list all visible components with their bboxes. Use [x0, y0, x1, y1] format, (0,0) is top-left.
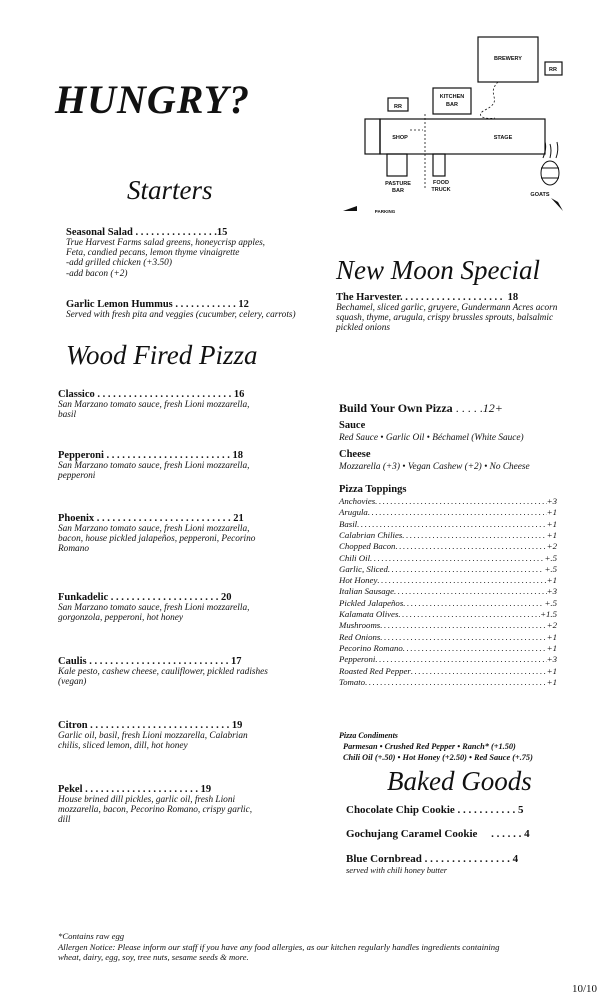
map-shop-wall [365, 119, 380, 154]
map-kitchen-bar [433, 88, 471, 114]
topping-row [339, 666, 557, 676]
item-name: Citron . . . . . . . . . . . . . . . . . . . . . . . . . . . 19 [58, 720, 243, 731]
topping-leader-dots [402, 530, 546, 540]
topping-price: +1 [546, 676, 557, 687]
topping-row [339, 519, 557, 529]
map-label-bar: BAR [446, 102, 458, 108]
topping-name: Garlic, Sliced [339, 563, 388, 574]
byo-heading: Build Your Own Pizza [339, 401, 453, 415]
topping-price: +1 [546, 631, 557, 642]
topping-price: +1 [546, 575, 557, 586]
condiments-line-1: Parmesan • Crushed Red Pepper • Ranch* (+1.50) [343, 742, 516, 751]
topping-name: Hot Honey [339, 575, 378, 586]
map-food-truck [433, 154, 445, 176]
topping-name: Pepperoni [339, 654, 376, 665]
item-desc: served with chili honey butter [346, 865, 448, 875]
topping-leader-dots [394, 586, 547, 596]
topping-row [339, 598, 557, 608]
venue-map [335, 30, 575, 220]
menu-item-phoenix [58, 513, 255, 555]
raw-egg-note: *Contains raw egg [58, 931, 125, 941]
topping-leader-dots [403, 598, 544, 608]
item-desc: Garlic oil, basil, fresh Lioni mozzarella, Calabrian chilis, sliced lemon, dill, hot honey [58, 731, 248, 752]
item-name: Pepperoni . . . . . . . . . . . . . . . . . . . . . . . . 18 [58, 450, 244, 461]
menu-item-pepperoni [58, 450, 249, 481]
topping-price: +1 [546, 507, 557, 518]
sauce-label: Sauce [339, 420, 366, 431]
byo-section [339, 401, 503, 416]
goat-barrel-icon [541, 142, 559, 185]
topping-name: Mushrooms [339, 620, 381, 631]
topping-name: Kalamata Olives [339, 609, 399, 619]
map-label-shop: SHOP [392, 135, 408, 141]
topping-name: Tomato [339, 676, 366, 687]
topping-name: Basil [339, 518, 358, 529]
topping-name: Red Onions [339, 631, 381, 642]
condiments-line-2: Chili Oil (+.50) • Hot Honey (+2.50) • Red Sauce (+.75) [343, 753, 533, 762]
menu-item-funkadelic [58, 592, 249, 623]
topping-row [339, 564, 557, 574]
map-label-pasture-bar: BAR [392, 188, 404, 194]
topping-leader-dots [357, 519, 547, 529]
topping-name: Chili Oil [339, 552, 371, 563]
menu-item-blue-cornbread [346, 853, 562, 875]
topping-row [339, 677, 557, 687]
topping-row [339, 586, 557, 596]
sauce-options: Red Sauce • Garlic Oil • Béchamel (White Sauce) [339, 433, 524, 443]
topping-leader-dots [365, 677, 547, 687]
topping-name: Anchovies [339, 496, 376, 506]
topping-leader-dots [398, 609, 540, 619]
topping-price: +3 [546, 654, 557, 665]
topping-leader-dots [380, 620, 546, 630]
topping-leader-dots [377, 575, 546, 585]
page-title: HUNGRY? [55, 77, 251, 122]
menu-item-pekel [58, 784, 252, 826]
map-label-kitchen: KITCHEN [439, 94, 465, 100]
item-price: 4 [524, 828, 530, 840]
item-desc: San Marzano tomato sauce, fresh Lioni mozzarella, gorgonzola, pepperoni, hot honey [58, 603, 250, 624]
item-name: Seasonal Salad . . . . . . . . . . . . . . . .15 [66, 227, 228, 238]
item-name: Chocolate Chip Cookie [346, 804, 455, 816]
topping-row [339, 496, 557, 506]
map-label-truck: TRUCK [431, 187, 451, 193]
starters-heading: Starters [127, 175, 213, 205]
topping-row [339, 654, 557, 664]
item-name: Phoenix . . . . . . . . . . . . . . . . . . . . . . . . . . 21 [58, 513, 244, 524]
topping-leader-dots [380, 632, 546, 642]
item-desc: San Marzano tomato sauce, fresh Lioni mozzarella, pepperoni [58, 461, 250, 482]
topping-leader-dots [388, 564, 545, 574]
topping-name: Chopped Bacon [339, 541, 396, 552]
topping-price: +1 [546, 665, 557, 676]
topping-price: +1 [546, 518, 557, 529]
item-name: Funkadelic . . . . . . . . . . . . . . . . . . . . . 20 [58, 592, 232, 603]
map-pasture-bar [387, 154, 407, 176]
topping-name: Pecorino Romano [339, 642, 403, 653]
map-label-stage: STAGE [493, 135, 513, 141]
item-dots: . . . . . . [477, 828, 525, 840]
topping-price: +3 [546, 496, 557, 506]
topping-name: Arugula [339, 507, 368, 518]
topping-row [339, 609, 557, 619]
topping-leader-dots [411, 666, 547, 676]
item-desc: San Marzano tomato sauce, fresh Lioni mozzarella, bacon, house pickled jalapeños, pepperoni, Pecorino Romano [58, 524, 256, 555]
topping-name: Roasted Red Pepper [339, 665, 411, 676]
topping-price: +1.5 [540, 609, 557, 619]
toppings-label: Pizza Toppings [339, 484, 407, 495]
item-name: Garlic Lemon Hummus . . . . . . . . . . . . 12 [66, 299, 249, 310]
topping-price: +2 [546, 541, 557, 552]
item-price: 5 [518, 804, 524, 816]
item-desc: Kale pesto, cashew cheese, cauliflower, pickled radishes (vegan) [58, 667, 268, 688]
item-name: Classico . . . . . . . . . . . . . . . . . . . . . . . . . . 16 [58, 389, 245, 400]
menu-item-citron [58, 720, 248, 751]
topping-leader-dots [403, 643, 547, 653]
topping-row [339, 643, 557, 653]
item-name: The Harvester. . . . . . . . . . . . . . . . . . . . 18 [336, 292, 519, 303]
topping-price: +.5 [544, 597, 557, 608]
topping-price: +3 [546, 586, 557, 597]
topping-row [339, 632, 557, 642]
allergen-notice: Allergen Notice: Please inform our staff if you have any food allergies, as our kitchen regularly handles ingredients containing wheat, dairy, egg, soy, tree nuts, sesame seeds & more. [58, 942, 500, 962]
map-label-goats: GOATS [530, 192, 550, 198]
topping-price: +.5 [544, 563, 557, 574]
item-dots: . . . . . . . . . . . . . . . . [421, 853, 513, 865]
menu-item-caulis [58, 656, 268, 687]
map-label-brewery: BREWERY [494, 56, 522, 62]
map-label-food: FOOD [433, 180, 449, 186]
topping-price: +.5 [544, 552, 557, 563]
topping-leader-dots [375, 654, 546, 664]
topping-row [339, 507, 557, 517]
condiments-label: Pizza Condiments [339, 731, 398, 740]
topping-price: +1 [546, 642, 557, 653]
item-name: Caulis . . . . . . . . . . . . . . . . . . . . . . . . . . . 17 [58, 656, 242, 667]
topping-row [339, 541, 557, 551]
cheese-label: Cheese [339, 449, 371, 460]
item-desc: Bechamel, sliced garlic, gruyere, Gundermann Acres acorn squash, thyme, arugula, crispy brussles sprouts, balsalmic pickled onions [336, 303, 558, 334]
map-label-pasture: PASTURE [385, 181, 411, 187]
parking-arrow-icon [343, 206, 357, 211]
item-price: 4 [512, 853, 519, 865]
topping-name: Italian Sausage [339, 586, 394, 597]
topping-price: +1 [546, 529, 557, 540]
menu-item-chocolate-chip-cookie [346, 804, 562, 816]
topping-name: Pickled Jalapeños [339, 597, 404, 608]
goats-arrow-icon [551, 198, 563, 211]
map-label-parking: PARKING [374, 209, 396, 214]
item-name: Blue Cornbread [346, 853, 422, 865]
byo-heading-dots: . . . . . [452, 401, 483, 415]
topping-name: Calabrian Chilies [339, 529, 403, 540]
topping-leader-dots [395, 541, 546, 551]
topping-leader-dots [368, 507, 547, 517]
menu-item-classico [58, 389, 249, 420]
item-dots: . . . . . . . . . . . [454, 804, 519, 816]
topping-row [339, 620, 557, 630]
item-name: Pekel . . . . . . . . . . . . . . . . . . . . . . 19 [58, 784, 212, 795]
map-label-rr-2: RR [394, 104, 402, 110]
item-name: Gochujang Caramel Cookie [346, 828, 478, 840]
map-label-rr-1: RR [549, 67, 557, 73]
byo-price: 12+ [482, 401, 503, 415]
item-desc: True Harvest Farms salad greens, honeycrisp apples, Feta, candied pecans, lemon thyme vinaigrette -add grilled chicken (+3.50) -add bacon (+2) [66, 238, 266, 279]
cheese-options: Mozzarella (+3) • Vegan Cashew (+2) • No Cheese [339, 462, 530, 472]
special-heading: New Moon Special [336, 255, 540, 285]
item-desc: House brined dill pickles, garlic oil, fresh Lioni mozzarella, bacon, Pecorino Romano, crispy garlic, dill [58, 795, 253, 826]
topping-row [339, 575, 557, 585]
page-number: 10/10 [571, 983, 597, 995]
topping-leader-dots [370, 553, 544, 563]
baked-heading: Baked Goods [387, 766, 532, 796]
topping-price: +2 [546, 620, 557, 631]
pizza-heading: Wood Fired Pizza [66, 340, 258, 370]
item-desc: Served with fresh pita and veggies (cucumber, celery, carrots) [66, 310, 296, 320]
menu-item-seasonal-salad [66, 227, 265, 279]
menu-item-gochujang-caramel-cookie [346, 828, 562, 840]
topping-row [339, 530, 557, 540]
topping-leader-dots [375, 496, 547, 506]
topping-row [339, 553, 557, 563]
menu-item-garlic-lemon-hummus [66, 299, 296, 320]
item-desc: San Marzano tomato sauce, fresh Lioni mozzarella, basil [58, 400, 250, 421]
menu-item-the-harvester [336, 292, 557, 334]
